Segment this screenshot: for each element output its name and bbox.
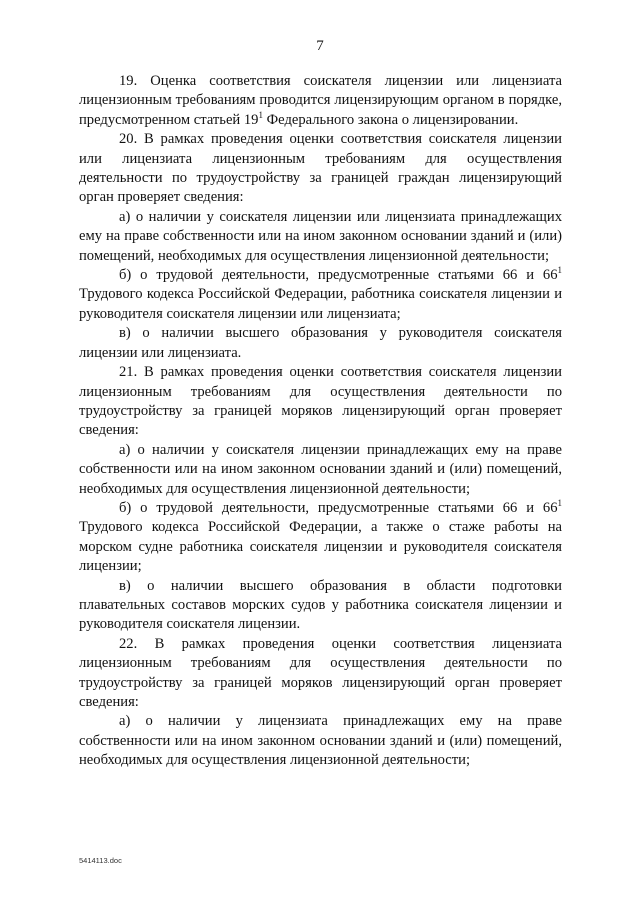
paragraph-21-c: в) о наличии высшего образования в области подготовки плавательных составов морских судов у работника соискателя лицензии и руководителя соискателя лицензии. [79,577,562,633]
page-number: 7 [316,38,324,54]
paragraph-21-a: а) о наличии у соискателя лицензии принадлежащих ему на праве собственности или на ином законном основании зданий и (или) помещений, необходимых для осуществления лицензионной деятельности; [79,441,562,497]
paragraph-20-a: а) о наличии у соискателя лицензии или лицензиата принадлежащих ему на праве собственности или на ином законном основании зданий и (или) помещений, необходимых для осуществления лицензионной деятельности; [79,208,562,264]
paragraph-22: 22. В рамках проведения оценки соответствия лицензиата лицензионным требованиям для осуществления деятельности по трудоустройству за границей моряков лицензирующий орган проверяет сведения: [79,635,562,710]
paragraph-20-c: в) о наличии высшего образования у руководителя соискателя лицензии или лицензиата. [79,325,562,361]
paragraph-21-b: б) о трудовой деятельности, предусмотренные статьями 66 и $66^1$ Трудового кодекса Российской Федерации, а также о стаже работы на морском судне работника соискателя лицензии и руководителя соискателя лицензии; [79,497,562,575]
paragraph-19: 19. Оценка соответствия соискателя лицензии или лицензиата лицензионным требованиям проводится лицензирующим органом в порядке, предусмотренном статьей $19^1$ Федерального закона о лицензировании. [79,73,562,128]
paragraph-21: 21. В рамках проведения оценки соответствия соискателя лицензии лицензионным требованиям для осуществления деятельности по трудоустройству за границей моряков лицензирующий орган проверяет сведения: [79,364,562,439]
document-body [79,72,562,771]
paragraph-20: 20. В рамках проведения оценки соответствия соискателя лицензии или лицензиата лицензионным требованиям для осуществления деятельности по трудоустройству за границей граждан лицензирующий орган проверяет сведения: [79,131,562,206]
file-name-footer: 5414113.doc [79,856,122,865]
paragraph-20-b: б) о трудовой деятельности, предусмотренные статьями 66 и $66^1$ Трудового кодекса Российской Федерации, работника соискателя лицензии и руководителя соискателя лицензии или лицензиата; [79,265,562,322]
paragraph-22-a: а) о наличии у лицензиата принадлежащих ему на праве собственности или на ином законном основании зданий и (или) помещений, необходимых для осуществления лицензионной деятельности; [79,713,562,769]
